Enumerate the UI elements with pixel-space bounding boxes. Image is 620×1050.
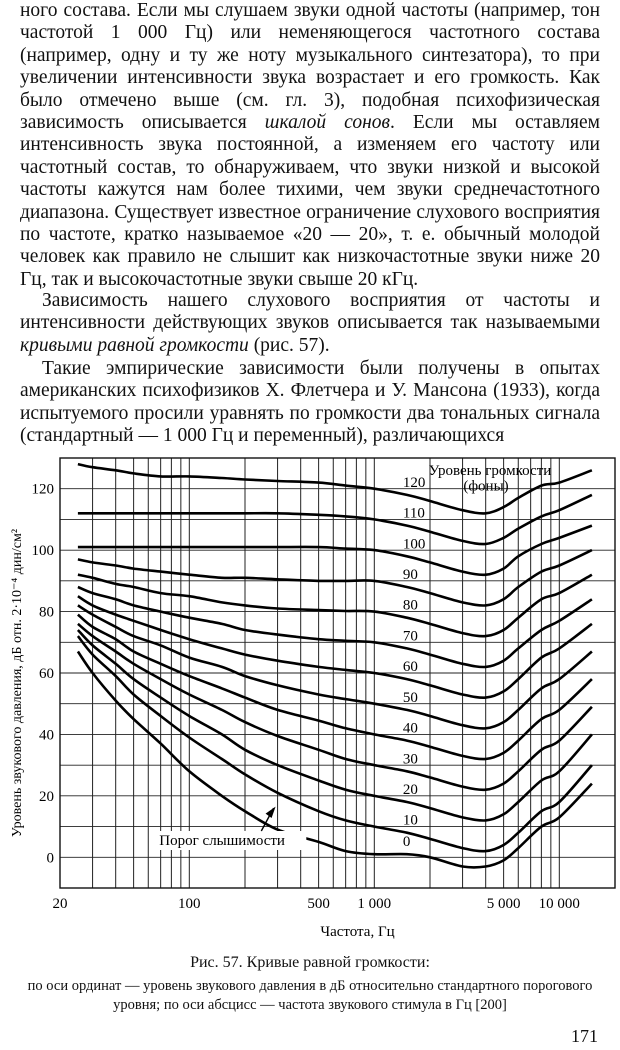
x-tick-label: 500 [307, 896, 330, 912]
x-tick-label: 10 000 [538, 896, 580, 912]
x-tick-label: 20 [52, 896, 68, 912]
curve-label-120: 120 [402, 474, 426, 491]
y-axis-label: Уровень звукового давления, дБ отн. 2·10⁻⁴ дин/см² [10, 528, 25, 838]
y-tick-label: 40 [39, 727, 54, 744]
legend-title-line-1: Уровень громкости [428, 462, 552, 479]
curve-label-20: 20 [402, 782, 418, 798]
paragraph-1-term-sones: шкалой сонов [264, 112, 390, 134]
y-tick-label: 100 [31, 543, 54, 560]
x-tick-label: 100 [178, 896, 201, 912]
paragraph-2 [20, 290, 600, 357]
chart-curves [78, 464, 592, 867]
curve-label-70: 70 [402, 628, 418, 645]
curve-label-80: 80 [402, 597, 418, 614]
equal-loudness-chart [0, 450, 620, 945]
y-tick-label: 60 [39, 666, 54, 682]
legend-title-line-2: (фоны) [463, 478, 509, 495]
x-tick-label: 1 000 [357, 896, 392, 912]
paragraph-1 [20, 0, 600, 291]
curve-label-90: 90 [402, 567, 418, 583]
curve-label-10: 10 [402, 812, 418, 829]
paragraph-2-term-curves: кривыми равной громкости [20, 334, 249, 356]
paragraph-2-part-b: (рис. 57). [248, 334, 330, 356]
curve-label-100: 100 [402, 536, 426, 553]
paragraph-1-part-b: . Если мы оставляем интенсивность звука постоянной, а изменяем его частоту или частотный состав, то обнаруживаем, что звуки низкой и высокой частоты кажутся нам более тихими, чем звуки среднечастотного диапазона. Существует известное ограничение слухового восприятия по частоте, кратко называемое «20 — 20», т. е. обычный молодой человек как правило не слышит как низкочастотные звуки ниже 20 Гц, так и высокочастотные звуки свыше 20 кГц. [20, 112, 601, 290]
x-axis-label: Частота, Гц [320, 924, 395, 940]
y-tick-label: 20 [39, 788, 54, 805]
threshold-arrow-head [266, 807, 276, 818]
curve-label-0: 0 [402, 834, 411, 851]
curve-50 [78, 605, 592, 728]
curve-label-60: 60 [402, 659, 418, 676]
curve-label-50: 50 [402, 689, 418, 706]
y-tick-label: 120 [31, 481, 54, 498]
x-tick-label: 5 000 [486, 896, 521, 912]
page-number: 171 [571, 1026, 598, 1046]
curve-label-40: 40 [402, 720, 418, 737]
y-tick-label: 0 [46, 850, 54, 867]
curve-label-110: 110 [402, 505, 425, 522]
figure-caption-body: по оси ординат — уровень звукового давления в дБ относительно стандартного порогового уровня; по оси абсцисс — частота звукового стимула в Гц [200] [27, 978, 593, 1013]
paragraph-2-part-a: Зависимость нашего слухового восприятия от частоты и интенсивности действующих звуков описывается так называемыми [20, 290, 600, 334]
paragraph-3: Такие эмпирические зависимости были получены в опытах американских психофизиков Х. Флетчера и У. Мансона (1933), когда испытуемого просили уравнять по громкости два тональных сигнала (стандартный — 1 000 Гц и переменный), различающихся [20, 358, 600, 447]
paragraph-1-part-a: ного состава. Если мы слушаем звуки одной частоты (например, тон частотой 1 000 Гц) или неменяющегося частотного состава (например, одну и ту же ноту музыкального синтезатора), то при увеличении интенсивности звука возрастает и его громкость. Как было отмечено выше (см. гл. 3), подобная психофизическая зависимость описывается [20, 0, 600, 134]
threshold-label: Порог слышимости [159, 833, 285, 849]
figure-caption-title: Рис. 57. Кривые равной громкости: [190, 954, 430, 971]
y-tick-label: 80 [39, 604, 54, 621]
curve-label-30: 30 [402, 751, 418, 768]
